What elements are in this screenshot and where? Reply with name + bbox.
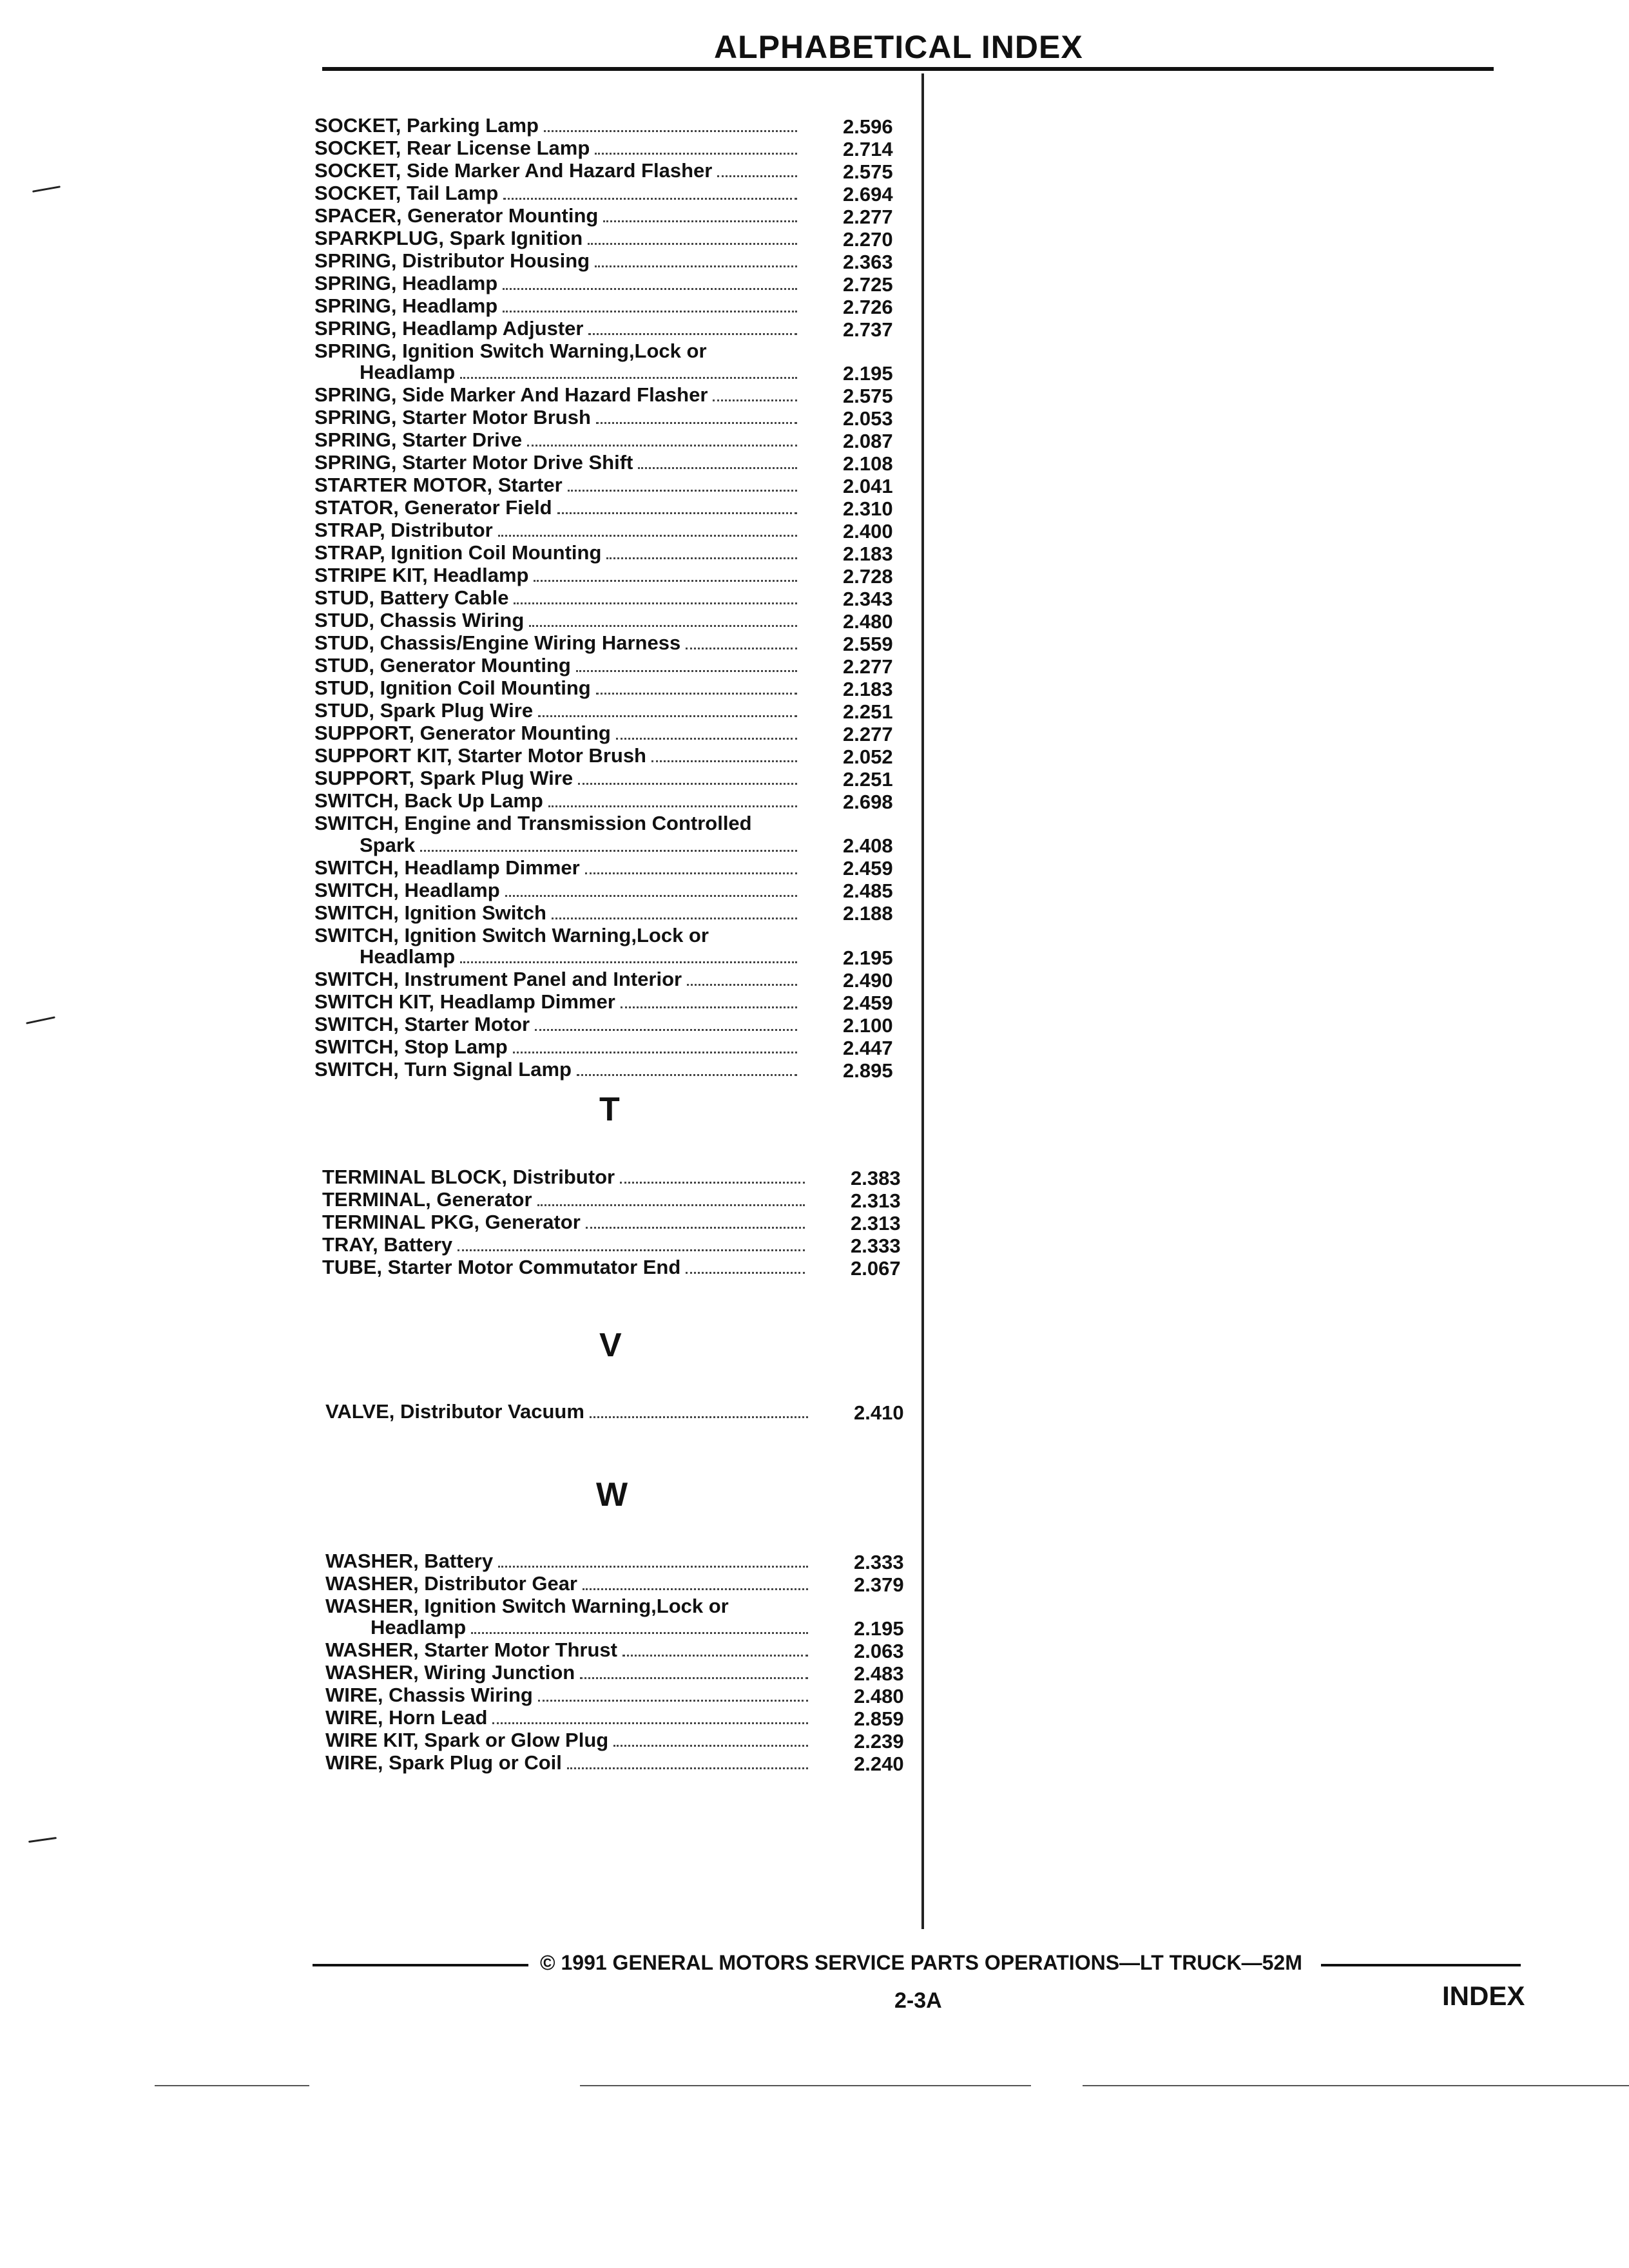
entry-label: SWITCH, Turn Signal Lamp: [314, 1057, 572, 1081]
section-letter-w: W: [596, 1476, 628, 1514]
dot-leader: [586, 1227, 805, 1229]
entry-label: SPRING, Starter Drive: [314, 428, 523, 452]
entry-label: SPRING, Headlamp: [314, 272, 498, 294]
entry-label: SUPPORT, Generator Mounting: [314, 722, 611, 745]
entry-label: SOCKET, Parking Lamp: [314, 114, 539, 137]
entry-label: STUD, Generator Mounting: [314, 654, 571, 677]
entry-page-number: 2.240: [854, 1753, 904, 1775]
dot-leader: [537, 1204, 805, 1206]
entry-label: SWITCH, Headlamp: [314, 878, 500, 901]
index-entry: [325, 1639, 925, 1662]
entry-label: SWITCH, Back Up Lamp: [314, 789, 543, 812]
dot-leader: [595, 153, 797, 155]
entry-page-number: 2.447: [843, 1036, 893, 1059]
entry-page-number: 2.251: [843, 768, 893, 791]
entry-page-number: 2.041: [843, 475, 893, 497]
dot-leader: [686, 648, 797, 649]
margin-mark: [26, 1016, 55, 1024]
dot-leader: [687, 984, 797, 986]
entry-page-number: 2.725: [843, 273, 893, 296]
dot-leader: [590, 1416, 808, 1418]
dot-leader: [498, 1566, 808, 1568]
entry-label: WASHER, Wiring Junction: [325, 1661, 575, 1684]
index-entry: [314, 227, 914, 250]
entry-label: SPRING, Starter Motor Brush: [314, 406, 591, 429]
entry-label: WASHER, Starter Motor Thrust: [325, 1639, 617, 1662]
dot-leader: [471, 1632, 808, 1634]
index-entry: [325, 1752, 925, 1774]
dot-leader: [503, 288, 797, 290]
entry-label: SUPPORT, Spark Plug Wire: [314, 767, 574, 790]
entry-page-number: 2.698: [843, 791, 893, 813]
dot-leader: [588, 333, 797, 335]
index-section-w: [325, 1550, 925, 1774]
entry-label: SPRING, Distributor Housing: [314, 249, 590, 272]
index-entry: [325, 1684, 925, 1707]
entry-page-number: 2.188: [843, 902, 893, 925]
dot-leader: [503, 198, 797, 200]
entry-page-number: 2.277: [843, 723, 893, 745]
entry-page-number: 2.108: [843, 452, 893, 475]
entry-label: SPRING, Headlamp: [314, 294, 498, 317]
entry-label: SWITCH, Starter Motor: [314, 1012, 530, 1035]
dot-leader: [577, 1074, 797, 1076]
entry-page-number: 2.859: [854, 1707, 904, 1730]
dot-leader: [544, 130, 797, 132]
dot-leader: [585, 872, 797, 874]
index-entry: [325, 1595, 925, 1639]
entry-page-number: 2.313: [851, 1211, 901, 1235]
entry-page-number: 2.195: [843, 362, 893, 385]
entry-page-number: 2.379: [854, 1573, 904, 1596]
dot-leader: [548, 805, 797, 807]
entry-label: TERMINAL, Generator: [322, 1188, 532, 1211]
index-entry: [314, 587, 914, 610]
index-entry: [314, 115, 914, 137]
index-entry: [325, 1729, 925, 1752]
footer-section-label: INDEX: [1442, 1981, 1525, 2011]
entry-page-number: 2.251: [843, 700, 893, 723]
entry-label: SWITCH, Headlamp Dimmer: [314, 856, 580, 879]
dot-leader: [498, 535, 797, 537]
section-letter-v: V: [599, 1327, 622, 1364]
entry-page-number: 2.053: [843, 407, 893, 430]
dot-leader: [538, 715, 797, 717]
entry-page-number: 2.052: [843, 745, 893, 768]
entry-page-number: 2.310: [843, 497, 893, 520]
entry-label: SOCKET, Tail Lamp: [314, 182, 499, 204]
scan-line: [155, 2085, 309, 2086]
index-entry: [322, 1166, 921, 1189]
dot-leader: [578, 783, 797, 785]
index-entry: [314, 722, 914, 745]
entry-label: STRAP, Distributor: [314, 519, 493, 542]
dot-leader: [620, 1182, 805, 1184]
entry-page-number: 2.313: [851, 1189, 901, 1212]
dot-leader: [534, 580, 797, 582]
index-entry: [322, 1234, 921, 1256]
footer-copyright: © 1991 GENERAL MOTORS SERVICE PARTS OPERATIONS—LT TRUCK—52M: [540, 1951, 1302, 1974]
index-section-v: [325, 1401, 925, 1423]
index-entry: [314, 812, 914, 856]
entry-page-number: 2.728: [843, 565, 893, 588]
entry-label: SPRING, Headlamp Adjuster: [314, 317, 584, 340]
index-entry: [314, 137, 914, 160]
entry-label: WASHER, Battery: [325, 1550, 494, 1572]
dot-leader: [568, 490, 797, 492]
title-rule: [322, 67, 1494, 71]
entry-page-number: 2.714: [843, 137, 893, 160]
page-title: ALPHABETICAL INDEX: [714, 29, 1083, 65]
entry-page-number: 2.726: [843, 295, 893, 318]
entry-label: SWITCH, Ignition Switch Warning,Lock or: [314, 923, 709, 947]
entry-label: WIRE, Spark Plug or Coil: [325, 1751, 562, 1774]
index-entry: [325, 1662, 925, 1684]
dot-leader: [458, 1249, 805, 1251]
dot-leader: [638, 467, 797, 469]
dot-leader: [603, 220, 797, 222]
index-entry: [314, 564, 914, 587]
entry-label: SPARKPLUG, Spark Ignition: [314, 227, 583, 249]
entry-page-number: 2.575: [843, 160, 893, 183]
entry-page-number: 2.596: [843, 115, 893, 138]
entry-label: SPRING, Ignition Switch Warning,Lock or: [314, 340, 707, 362]
entry-page-number: 2.400: [843, 520, 893, 543]
index-entry: [314, 655, 914, 677]
margin-mark: [32, 186, 61, 193]
dot-leader: [588, 243, 797, 245]
dot-leader: [717, 175, 797, 177]
index-entry: [314, 968, 914, 991]
index-entry: [314, 610, 914, 632]
entry-label: WIRE KIT, Spark or Glow Plug: [325, 1729, 609, 1752]
entry-page-number: 2.694: [843, 182, 893, 206]
entry-label: SPRING, Starter Motor Drive Shift: [314, 451, 633, 474]
index-entry: [322, 1256, 921, 1279]
footer-rule-left: [313, 1964, 528, 1966]
entry-page-number: 2.559: [843, 633, 893, 655]
entry-page-number: 2.408: [843, 834, 893, 858]
dot-leader: [552, 918, 797, 919]
entry-page-number: 2.277: [843, 205, 893, 228]
entry-label: STUD, Battery Cable: [314, 586, 509, 610]
dot-leader: [460, 377, 797, 379]
index-entry: [314, 474, 914, 497]
index-entry: [314, 497, 914, 519]
dot-leader: [420, 850, 797, 852]
index-entry: [314, 182, 914, 205]
index-entry: [325, 1573, 925, 1595]
entry-page-number: 2.087: [843, 430, 893, 452]
entry-label: SWITCH, Ignition Switch: [314, 901, 546, 924]
entry-label: TERMINAL PKG, Generator: [322, 1211, 581, 1233]
entry-page-number: 2.459: [843, 857, 893, 880]
entry-label: SUPPORT KIT, Starter Motor Brush: [314, 744, 646, 767]
dot-leader: [576, 670, 797, 672]
dot-leader: [567, 1767, 808, 1769]
entry-label-continued: Spark: [360, 833, 416, 856]
entry-label: WASHER, Ignition Switch Warning,Lock or: [325, 1595, 729, 1617]
dot-leader: [557, 512, 797, 514]
index-entry: [314, 250, 914, 273]
index-entry: [314, 857, 914, 879]
dot-leader: [606, 557, 797, 559]
entry-page-number: 2.183: [843, 543, 893, 565]
entry-label: SWITCH, Instrument Panel and Interior: [314, 967, 682, 990]
index-entry: [314, 542, 914, 564]
index-entry: [314, 991, 914, 1014]
index-entry: [314, 273, 914, 295]
index-section-t: [322, 1166, 921, 1279]
index-entry: [314, 429, 914, 452]
dot-leader: [503, 311, 797, 312]
entry-page-number: 2.363: [843, 250, 893, 273]
dot-leader: [538, 1700, 808, 1702]
entry-page-number: 2.737: [843, 318, 893, 341]
index-entry: [322, 1211, 921, 1234]
entry-label: WIRE, Horn Lead: [325, 1706, 488, 1729]
dot-leader: [460, 961, 797, 963]
section-letter-t: T: [599, 1091, 620, 1128]
dot-leader: [713, 399, 797, 401]
entry-label: STUD, Chassis/Engine Wiring Harness: [314, 631, 681, 655]
entry-page-number: 2.270: [843, 227, 893, 251]
entry-label: SWITCH, Stop Lamp: [314, 1035, 508, 1058]
entry-label: SOCKET, Side Marker And Hazard Flasher: [314, 159, 713, 182]
dot-leader: [505, 895, 797, 897]
entry-page-number: 2.333: [851, 1234, 901, 1257]
dot-leader: [527, 445, 797, 447]
entry-label-continued: Headlamp: [360, 945, 456, 968]
entry-page-number: 2.480: [854, 1685, 904, 1707]
index-entry: [314, 384, 914, 407]
index-entry: [314, 1014, 914, 1036]
entry-page-number: 2.483: [854, 1662, 904, 1685]
entry-label: VALVE, Distributor Vacuum: [325, 1400, 584, 1423]
entry-label: STUD, Chassis Wiring: [314, 609, 525, 632]
index-entry: [314, 632, 914, 655]
entry-label: WASHER, Distributor Gear: [325, 1572, 577, 1595]
entry-page-number: 2.333: [854, 1550, 904, 1573]
entry-label: STRIPE KIT, Headlamp: [314, 564, 529, 587]
dot-leader: [596, 422, 797, 424]
dot-leader: [621, 1006, 797, 1008]
dot-leader: [686, 1272, 805, 1274]
entry-page-number: 2.575: [843, 385, 893, 407]
dot-leader: [535, 1029, 797, 1031]
index-entry: [314, 205, 914, 227]
index-entry: [314, 925, 914, 968]
dot-leader: [651, 760, 797, 762]
entry-page-number: 2.480: [843, 610, 893, 633]
dot-leader: [514, 602, 797, 604]
dot-leader: [596, 693, 797, 695]
entry-label: SPRING, Side Marker And Hazard Flasher: [314, 383, 708, 407]
entry-label: SOCKET, Rear License Lamp: [314, 137, 590, 159]
entry-label: TRAY, Battery: [322, 1233, 453, 1256]
entry-page-number: 2.277: [843, 655, 893, 678]
index-section-s: [314, 115, 914, 1081]
index-entry: [314, 879, 914, 902]
entry-page-number: 2.239: [854, 1730, 904, 1753]
index-entry: [325, 1401, 925, 1423]
index-entry: [314, 1059, 914, 1081]
dot-leader: [513, 1052, 797, 1053]
entry-label: STATOR, Generator Field: [314, 496, 552, 519]
index-entry: [325, 1550, 925, 1573]
index-entry: [314, 745, 914, 767]
entry-label: STRAP, Ignition Coil Mounting: [314, 541, 602, 564]
entry-page-number: 2.459: [843, 991, 893, 1014]
entry-label: STARTER MOTOR, Starter: [314, 474, 563, 497]
index-entry: [314, 519, 914, 542]
entry-label: SWITCH, Engine and Transmission Controlled: [314, 812, 752, 835]
dot-leader: [622, 1655, 808, 1657]
entry-page-number: 2.485: [843, 879, 893, 903]
entry-label: STUD, Ignition Coil Mounting: [314, 677, 591, 700]
index-entry: [314, 790, 914, 812]
footer-rule-right: [1321, 1964, 1521, 1966]
entry-label: TUBE, Starter Motor Commutator End: [322, 1256, 681, 1278]
entry-label: SPACER, Generator Mounting: [314, 204, 599, 227]
footer-page-number: 2-3A: [894, 1988, 942, 2013]
index-entry: [322, 1189, 921, 1211]
entry-label: SWITCH KIT, Headlamp Dimmer: [314, 990, 615, 1013]
dot-leader: [580, 1677, 808, 1679]
index-entry: [325, 1707, 925, 1729]
index-entry: [314, 160, 914, 182]
index-entry: [314, 700, 914, 722]
entry-page-number: 2.383: [851, 1166, 901, 1189]
index-entry: [314, 340, 914, 384]
entry-page-number: 2.067: [851, 1256, 901, 1280]
entry-page-number: 2.100: [843, 1014, 893, 1037]
dot-leader: [616, 738, 797, 740]
entry-page-number: 2.195: [843, 946, 893, 969]
entry-page-number: 2.895: [843, 1059, 893, 1082]
dot-leader: [492, 1722, 808, 1724]
entry-page-number: 2.490: [843, 968, 893, 992]
index-entry: [314, 677, 914, 700]
index-entry: [314, 1036, 914, 1059]
margin-mark: [28, 1837, 57, 1843]
dot-leader: [595, 265, 797, 267]
scan-line: [580, 2085, 1031, 2086]
entry-label: TERMINAL BLOCK, Distributor: [322, 1166, 615, 1188]
index-entry: [314, 452, 914, 474]
entry-label-continued: Headlamp: [371, 1616, 467, 1639]
scan-line: [1083, 2085, 1629, 2086]
dot-leader: [613, 1745, 808, 1747]
dot-leader: [529, 625, 797, 627]
dot-leader: [583, 1588, 808, 1590]
entry-page-number: 2.183: [843, 678, 893, 700]
index-entry: [314, 295, 914, 318]
entry-page-number: 2.410: [854, 1401, 904, 1424]
index-entry: [314, 902, 914, 925]
index-entry: [314, 407, 914, 429]
entry-label: STUD, Spark Plug Wire: [314, 699, 534, 722]
index-entry: [314, 767, 914, 790]
entry-label-continued: Headlamp: [360, 361, 456, 384]
entry-page-number: 2.063: [854, 1640, 904, 1662]
index-entry: [314, 318, 914, 340]
entry-page-number: 2.195: [854, 1617, 904, 1640]
entry-page-number: 2.343: [843, 588, 893, 610]
entry-label: WIRE, Chassis Wiring: [325, 1684, 533, 1707]
